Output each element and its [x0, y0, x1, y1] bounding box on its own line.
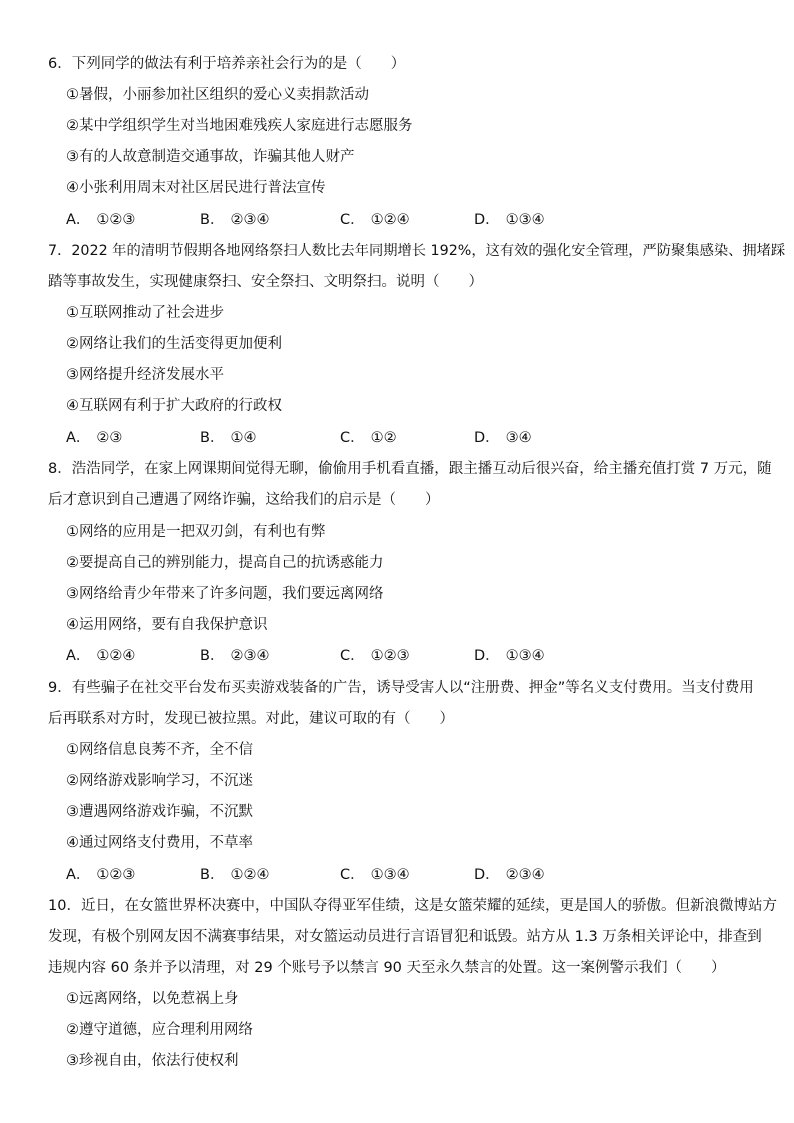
question-7-option-2: ②网络让我们的生活变得更加便利 [66, 336, 282, 352]
question-10-stem-line-3: 违规内容 60 条并予以清理，对 29 个账号予以禁言 90 天至永久禁言的处置。这一案例警示我们（ ） [48, 960, 726, 976]
question-8-stem-line-1: 8．浩浩同学，在家上网课期间觉得无聊，偷偷用手机看直播，跟主播互动后很兴奋，给主播充值打赏 7 万元，随 [48, 461, 772, 477]
question-6-stem: 6．下列同学的做法有利于培养亲社会行为的是（ ） [48, 56, 406, 72]
choice-c: C． ①② [340, 430, 397, 446]
question-10-stem-line-2: 发现，有极个别网友因不满赛事结果，对女篮运动员进行言语冒犯和诋毁。站方从 1.3 万条相关评论中，排查到 [48, 929, 762, 945]
question-7-stem-line-2: 踏等事故发生，实现健康祭扫、安全祭扫、文明祭扫。说明（ ） [48, 274, 483, 290]
question-6-option-4: ④小张利用周末对社区居民进行普法宣传 [66, 180, 326, 196]
question-8-option-2: ②要提高自己的辨别能力，提高自己的抗诱惑能力 [66, 555, 384, 571]
question-6-option-3: ③有的人故意制造交通事故，诈骗其他人财产 [66, 149, 355, 165]
choice-b: B． ②③④ [200, 648, 270, 664]
question-8-choices [66, 646, 586, 666]
question-9-choices [66, 865, 586, 885]
question-9-stem-line-2: 后再联系对方时，发现已被拉黑。对此，建议可取的有（ ） [48, 711, 454, 727]
question-9-stem-line-1: 9．有些骗子在社交平台发布买卖游戏装备的广告，诱导受害人以“注册费、押金”等名义支付费用。当支付费用 [48, 680, 754, 696]
question-7-option-3: ③网络提升经济发展水平 [66, 367, 224, 383]
choice-a: A． ①②③ [66, 212, 136, 228]
question-10-stem-line-1: 10．近日，在女篮世界杯决赛中，中国队夺得亚军佳绩，这是女篮荣耀的延续，更是国人的骄傲。但新浪微博站方 [48, 898, 777, 914]
choice-c: C． ①③④ [340, 867, 410, 883]
choice-d: D． ①③④ [474, 648, 545, 664]
question-7-stem-line-1: 7．2022 年的清明节假期各地网络祭扫人数比去年同期增长 192%，这有效的强化安全管理，严防聚集感染、拥堵踩 [48, 243, 786, 259]
question-10-option-1: ①远离网络，以免惹祸上身 [66, 991, 239, 1007]
question-7-option-1: ①互联网推动了社会进步 [66, 305, 224, 321]
choice-a: A． ②③ [66, 430, 123, 446]
question-9-option-3: ③遭遇网络游戏诈骗，不沉默 [66, 804, 253, 820]
question-6-option-1: ①暑假，小丽参加社区组织的爱心义卖捐款活动 [66, 87, 369, 103]
question-9-option-4: ④通过网络支付费用，不草率 [66, 835, 253, 851]
question-8-option-1: ①网络的应用是一把双刃剑，有利也有弊 [66, 524, 326, 540]
choice-d: D． ②③④ [474, 867, 545, 883]
choice-c: C． ①②④ [340, 212, 410, 228]
choice-c: C． ①②③ [340, 648, 410, 664]
question-8-stem-line-2: 后才意识到自己遭遇了网络诈骗，这给我们的启示是（ ） [48, 492, 440, 508]
question-8-option-4: ④运用网络，要有自我保护意识 [66, 617, 268, 633]
question-10-option-3: ③珍视自由，依法行使权利 [66, 1053, 239, 1069]
question-8-option-3: ③网络给青少年带来了许多问题，我们要远离网络 [66, 586, 384, 602]
choice-b: B． ②③④ [200, 212, 270, 228]
question-9-option-2: ②网络游戏影响学习，不沉迷 [66, 773, 253, 789]
question-7-choices [66, 428, 586, 448]
question-6-option-2: ②某中学组织学生对当地困难残疾人家庭进行志愿服务 [66, 118, 413, 134]
choice-d: D． ③④ [474, 430, 532, 446]
question-9-option-1: ①网络信息良莠不齐，全不信 [66, 742, 253, 758]
choice-a: A． ①②④ [66, 648, 136, 664]
choice-b: B． ①④ [200, 430, 257, 446]
question-7-option-4: ④互联网有利于扩大政府的行政权 [66, 398, 282, 414]
question-6-choices [66, 210, 586, 230]
choice-a: A． ①②③ [66, 867, 136, 883]
question-10-option-2: ②遵守道德，应合理利用网络 [66, 1022, 253, 1038]
choice-b: B． ①②④ [200, 867, 270, 883]
choice-d: D． ①③④ [474, 212, 545, 228]
